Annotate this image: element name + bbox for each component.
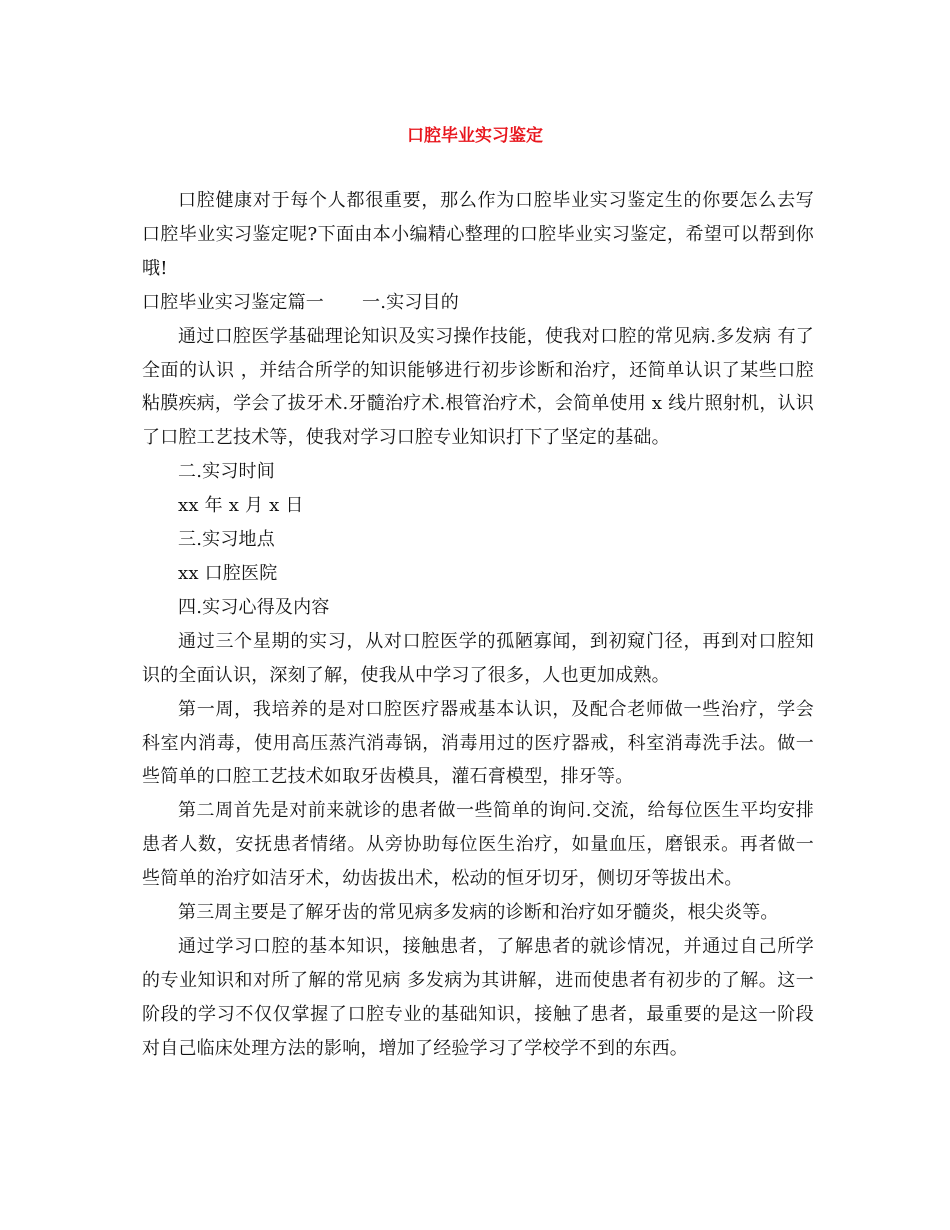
- content-intro-paragraph: 通过三个星期的实习，从对口腔医学的孤陋寡闻，到初窥门径，再到对口腔知识的全面认识，深刻了解，使我从中学习了很多，人也更加成熟。: [142, 630, 814, 686]
- place-value: xx 口腔医院: [178, 562, 278, 584]
- document-body: [142, 184, 814, 1066]
- purpose-heading: 一.实习目的: [362, 291, 459, 313]
- week-three-paragraph: 第三周主要是了解牙齿的常见病多发病的诊断和治疗如牙髓炎，根尖炎等。: [178, 902, 779, 924]
- summary-paragraph: 通过学习口腔的基本知识，接触患者，了解患者的就诊情况，并通过自己所学的专业知识和对所了解的常见病 多发病为其讲解，进而使患者有初步的了解。这一阶段的学习不仅仅掌握了口腔专业的基础知识，接触了患者，最重要的是这一阶段对自己临床处理方法的影响，增加了经验学习了学校学不到的东西。: [142, 935, 814, 1059]
- document-title: 口腔毕业实习鉴定: [407, 126, 543, 146]
- time-value: xx 年 x 月 x 日: [178, 495, 304, 517]
- section-heading: 口腔毕业实习鉴定篇一: [142, 291, 324, 313]
- week-one-paragraph: 第一周，我培养的是对口腔医疗器戒基本认识，及配合老师做一些治疗，学会科室内消毒，使用高压蒸汽消毒锅，消毒用过的医疗器戒，科室消毒洗手法。做一些简单的口腔工艺技术如取牙齿模具，灌石膏模型，排牙等。: [142, 698, 814, 788]
- intro-paragraph: 口腔健康对于每个人都很重要，那么作为口腔毕业实习鉴定生的你要怎么去写口腔毕业实习鉴定呢?下面由本小编精心整理的口腔毕业实习鉴定，希望可以帮到你哦!: [142, 190, 814, 279]
- purpose-paragraph: 通过口腔医学基础理论知识及实习操作技能，使我对口腔的常见病.多发病 有了全面的认识 ，并结合所学的知识能够进行初步诊断和治疗，还简单认识了某些口腔粘膜疾病，学会了拔牙术.牙髓治疗术.根管治疗术，会简单使用 x 线片照射机，认识了口腔工艺技术等，使我对学习口腔专业知识打下了坚定的基础。: [142, 325, 814, 449]
- content-heading: 四.实习心得及内容: [178, 596, 330, 618]
- time-heading: 二.实习时间: [178, 461, 275, 483]
- place-heading: 三.实习地点: [178, 529, 275, 551]
- week-two-paragraph: 第二周首先是对前来就诊的患者做一些简单的询问.交流，给每位医生平均安排患者人数，安抚患者情绪。从旁协助每位医生治疗，如量血压，磨银汞。再者做一些简单的治疗如洁牙术，幼齿拔出术，松动的恒牙切牙，侧切牙等拔出术。: [142, 800, 814, 890]
- section-heading-line: [142, 286, 814, 320]
